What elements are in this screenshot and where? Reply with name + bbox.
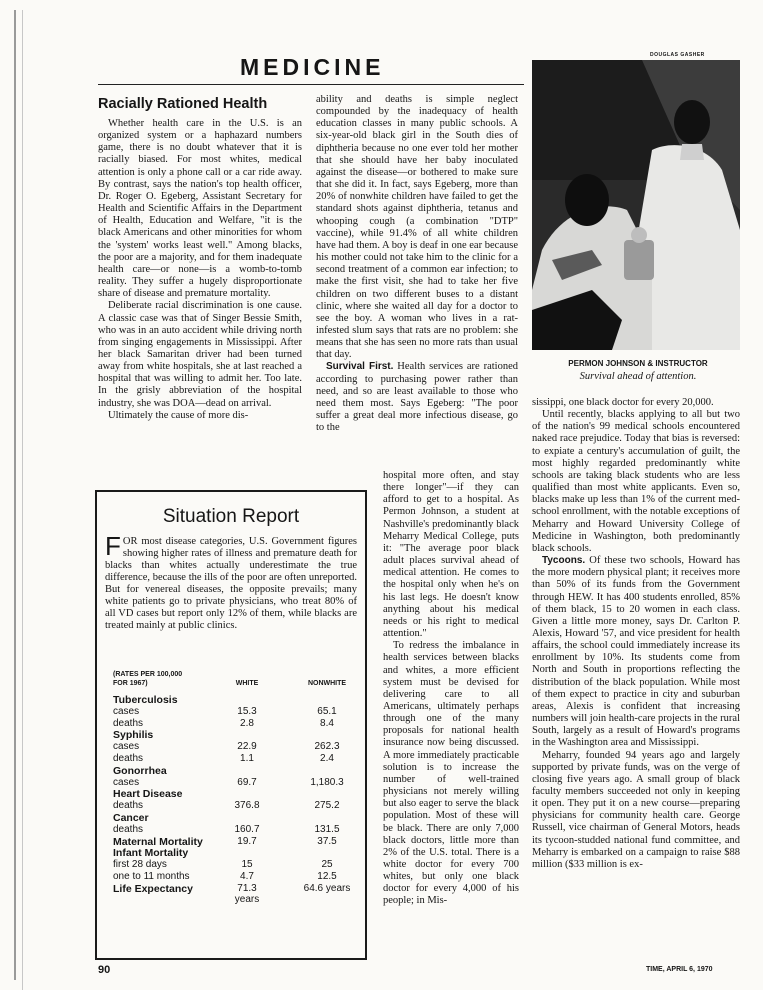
binding-edge xyxy=(14,10,16,980)
photo-student-instructor xyxy=(532,60,740,350)
paragraph-text: Of these two schools, Howard has the more modern physical plant; it receives more than 50% of its funds from the Government through HEW. It has 400 students enrolled, 85% of them black, 15 to 20 women in each class. Given a little more money, says Dr. Carlton P. Alexis, Howard '57, and vice president for health affairs, the school could immediately increase its enrollment by 10%. Its students come from North and South in proportions reflecting the distribution of the black population. While most of them expect to practice in city and suburban areas, Alexis is confident that increasing numbers will join health-care projects in the rural South, largely as a result of Howard's programs in the Washington area and Mississippi. xyxy=(532,555,741,749)
paragraph: Whether health care in the U.S. is an organized system or a haphazard numbers game, there is no doubt whatever that it is racially biased. For most whites, medical attention is only a phone call or a car ride away. By contrast, says the nation's top health officer, Dr. Roger O. Egeberg, Assistant Secretary for Health and Scientific Affairs in the Department of Health, Education and Welfare, "it is the black Americans and other minorities for whom the 'system' works least well." Among blacks, the poor are a majority, and for them inadequate health care—or none—is a womb-to-tomb reality. They suffer a hugely disproportionate share of disease and premature mortality. xyxy=(98,118,302,300)
drop-cap: F xyxy=(105,531,121,561)
article-column-2-narrow xyxy=(383,470,519,908)
cell-white: 15.3 xyxy=(237,705,257,717)
paragraph: Meharry, founded 94 years ago and largely supported by private funds, was on the verge of closing five years ago. A small group of black faculty members succeeded not only in keeping it open. They put it on a new course—preparing physicians for community health care. George Russell, vice chairman of General Motors, heads its tycoon-studded national fund committee, and Meharry is embarked on a campaign to raise $88 million ($33 million is ex- xyxy=(532,749,740,870)
row-label: Heart Disease xyxy=(113,788,183,801)
cell-nonwhite: 2.4 xyxy=(320,752,334,764)
photo-caption: Survival ahead of attention. xyxy=(579,371,697,382)
table-row xyxy=(113,777,359,789)
cell-nonwhite: 275.2 xyxy=(314,800,340,812)
article-column-2 xyxy=(316,94,518,434)
row-label: deaths xyxy=(113,800,144,812)
section-title: MEDICINE xyxy=(240,54,385,80)
page-number: 90 xyxy=(98,964,111,976)
table-row xyxy=(113,718,359,730)
table-row xyxy=(113,800,359,812)
cell-nonwhite: 37.5 xyxy=(317,835,337,847)
cell-white: 4.7 xyxy=(240,870,254,882)
issue-dateline: TIME, APRIL 6, 1970 xyxy=(646,966,713,973)
cell-white: 376.8 xyxy=(234,800,260,812)
row-label: cases xyxy=(113,705,140,717)
paragraph xyxy=(532,555,740,750)
row-label: one to 11 months xyxy=(113,870,190,882)
binding-guide xyxy=(22,10,23,990)
cell-nonwhite: 8.4 xyxy=(320,717,334,729)
cell-nonwhite: 64.6 years xyxy=(303,882,351,894)
box-intro-text: OR most disease categories, U.S. Government figures showing higher rates of illness and premature death for blacks than whites actually underestimate the true difference, because the ills of the poor are often unreported. But for venereal diseases, the opposite prevails; many white patients go to private physicians, who treat 80% of all VD cases but report only 12% of them, while blacks are treated mainly at public clinics. xyxy=(105,536,357,631)
cell-white: 15 xyxy=(241,859,253,871)
table-row xyxy=(113,788,359,800)
table-row xyxy=(113,694,359,706)
situation-report-box xyxy=(95,490,367,960)
table-row xyxy=(113,741,359,753)
photo-caption-name: PERMON JOHNSON & INSTRUCTOR xyxy=(568,359,708,368)
table-row xyxy=(113,871,359,883)
row-label: Cancer xyxy=(113,811,149,824)
section-rule xyxy=(98,84,524,85)
subhead: Survival First. xyxy=(326,361,394,373)
row-label: cases xyxy=(113,741,140,753)
article-column-1 xyxy=(98,118,302,422)
cell-nonwhite: 65.1 xyxy=(317,705,337,717)
paragraph: To redress the imbalance in health services between blacks and whites, a more efficient system must be devised for delivering care to all Americans, ultimately perhaps through one of the many proposals for national health insurance now being discussed. A more immediately practicable solution is to increase the number of well-trained physicians not merely willing but also eager to serve the black population. Most of these will be black. There are only 7,000 black doctors, little more than 2% of the U.S. total. There is a white doctor for every 700 whites, but only one black doctor for every 4,000 of his people; in Mis- xyxy=(383,640,519,907)
row-label: Maternal Mortality xyxy=(113,835,203,848)
paragraph: Deliberate racial discrimination is one cause. A classic case was that of Singer Bessie Smith, who was in an auto accident while driving north from singing engagements in Mississippi. After her black Samaritan driver had been turned away from white hospitals, she at last reached a hospital that was willing to admit her. Too late. In the grisly abbreviation of the hospital industry, she was DOA—dead on arrival. xyxy=(98,300,302,409)
table-row xyxy=(113,812,359,824)
cell-nonwhite: 1,180.3 xyxy=(310,776,344,788)
cell-white: 19.7 xyxy=(237,835,257,847)
table-row xyxy=(113,753,359,765)
table-header xyxy=(113,670,359,694)
rates-table xyxy=(113,670,359,905)
paragraph-text: Health services are rationed according to purchasing power rather than need, and so are least available to those who need them most. Says Egeberg: "The poor suffer a great deal more infectious disease, go to the xyxy=(316,361,518,434)
table-header-label: (RATES PER 100,000 FOR 1967) xyxy=(113,671,183,687)
row-label: cases xyxy=(113,776,140,788)
row-label: Syphilis xyxy=(113,729,154,742)
row-label: deaths xyxy=(113,823,144,835)
cell-white: 22.9 xyxy=(237,741,257,753)
column-header-white: WHITE xyxy=(235,680,259,687)
cell-white: 1.1 xyxy=(240,752,254,764)
paragraph xyxy=(316,361,518,434)
cell-white: 71.3 years xyxy=(234,882,260,905)
cell-white: 69.7 xyxy=(237,776,257,788)
paragraph: Until recently, blacks applying to all but two of the nation's 99 medical schools encountered naked race prejudice. Today that bias is reversed: to expiate a century's accumulation of guilt, the most highly regarded predominantly white schools are taking black students who are less qualified than most white applicants. Even so, blacks make up less than 1% of the current med-school enrollment, with the notable exceptions of Meharry and Howard University College of Medicine in Washington, both predominantly black schools. xyxy=(532,409,740,554)
box-title: Situation Report xyxy=(162,506,300,527)
cell-nonwhite: 12.5 xyxy=(317,870,337,882)
row-label: Life Expectancy xyxy=(113,882,193,895)
box-intro xyxy=(105,531,357,632)
paragraph: sissippi, one black doctor for every 20,000. xyxy=(532,397,714,408)
row-label: deaths xyxy=(113,717,144,729)
photo-credit: DOUGLAS GASHER xyxy=(650,52,705,58)
table-row xyxy=(113,836,359,848)
table-row xyxy=(113,706,359,718)
table-row xyxy=(113,859,359,871)
cell-white: 160.7 xyxy=(234,823,260,835)
cell-nonwhite: 131.5 xyxy=(314,823,340,835)
table-row xyxy=(113,847,359,859)
paragraph: ability and deaths is simple neglect compounded by the inadequacy of health education classes in many public schools. A six-year-old black girl in the South dies of diphtheria because no one ever told her mother that she should have her baby inoculated against the disease—or bothered to make sure that she did it. In fact, says Egeberg, more than 20% of nonwhite children have failed to get the standard shots against diphtheria, tetanus and whooping cough (a combination "DTP" vaccine), while 91.4% of all white children have had them. A boy is deaf in one ear because his mother could not take him to the clinic for a second treatment of a common ear infection; to make the first visit, she had to take her five children on two different buses to a distant clinic, where she waited all day for a doctor to see the boy. A woman who lives in a rat-infested slum says that rats are no problem: she means that she has seen no more rats than usual that day. xyxy=(316,94,518,361)
table-row xyxy=(113,882,359,905)
column-header-nonwhite: NONWHITE xyxy=(307,680,347,687)
table-body xyxy=(113,694,359,905)
paragraph: hospital more often, and stay there longer"—if they can afford to get to a hospital. As Permon Johnson, a student at Nashville's predominantly black Meharry Medical College, puts it: "The average poor black adult places survival ahead of medical attention. He comes to the hospital only when he's on his last legs. He doesn't know anything about his medical needs or his right to medical attention." xyxy=(383,470,519,640)
row-label: Gonorrhea xyxy=(113,764,167,777)
table-row xyxy=(113,765,359,777)
table-row xyxy=(113,824,359,836)
row-label: deaths xyxy=(113,752,144,764)
row-label: Tuberculosis xyxy=(113,694,178,706)
paragraph: Ultimately the cause of more dis- xyxy=(108,409,249,421)
row-label: Infant Mortality xyxy=(113,847,189,860)
article-column-3 xyxy=(532,397,740,871)
table-row xyxy=(113,729,359,741)
cell-nonwhite: 262.3 xyxy=(314,741,340,753)
cell-white: 2.8 xyxy=(240,717,254,729)
row-label: first 28 days xyxy=(113,859,167,871)
cell-nonwhite: 25 xyxy=(321,859,333,871)
subhead: Tycoons. xyxy=(542,555,586,567)
article-headline: Racially Rationed Health xyxy=(98,96,268,112)
